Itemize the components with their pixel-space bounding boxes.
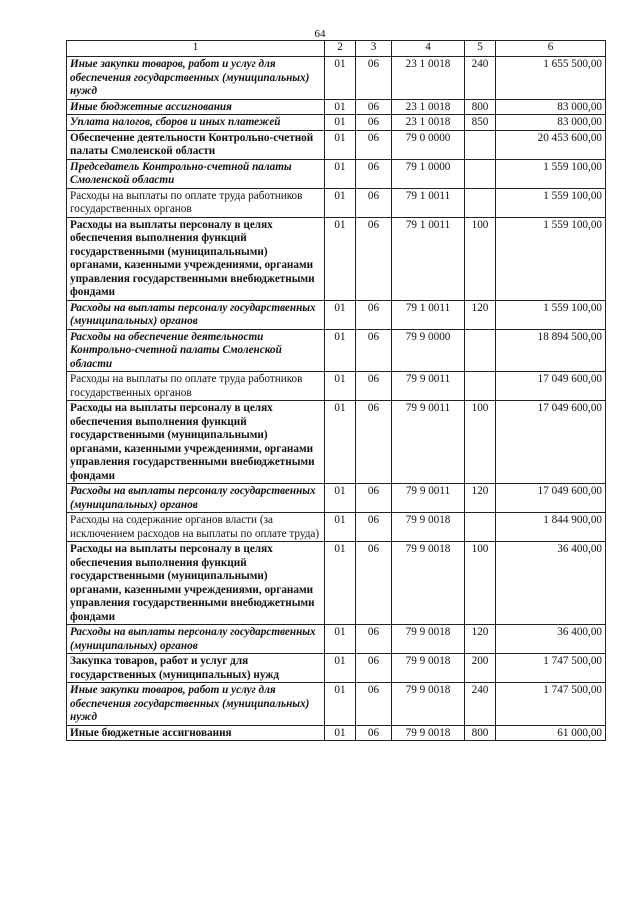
target-article-cell: 79 1 0000 xyxy=(392,159,465,188)
table-row xyxy=(67,401,606,484)
row-name-cell: Председатель Контрольно-счетной палаты Смоленской области xyxy=(67,159,325,188)
section-cell: 01 xyxy=(325,217,356,300)
subsection-cell: 06 xyxy=(356,217,392,300)
table-row xyxy=(67,115,606,131)
target-article-cell: 79 9 0018 xyxy=(392,725,465,741)
section-cell: 01 xyxy=(325,159,356,188)
section-cell: 01 xyxy=(325,654,356,683)
expense-type-cell: 100 xyxy=(465,217,496,300)
section-cell: 01 xyxy=(325,401,356,484)
row-name-cell: Расходы на выплаты персоналу государственных (муниципальных) органов xyxy=(67,300,325,329)
header-col-2: 2 xyxy=(325,41,356,57)
expense-type-cell: 120 xyxy=(465,484,496,513)
subsection-cell: 06 xyxy=(356,513,392,542)
section-cell: 01 xyxy=(325,683,356,726)
target-article-cell: 79 9 0018 xyxy=(392,683,465,726)
subsection-cell: 06 xyxy=(356,484,392,513)
subsection-cell: 06 xyxy=(356,654,392,683)
row-name-cell: Расходы на выплаты персоналу в целях обеспечения выполнения функций государственными (муниципальными) органами, казенными учреждениями, органами управления государственными внебюджетными фондами xyxy=(67,542,325,625)
subsection-cell: 06 xyxy=(356,99,392,115)
subsection-cell: 06 xyxy=(356,542,392,625)
subsection-cell: 06 xyxy=(356,683,392,726)
expense-type-cell: 850 xyxy=(465,115,496,131)
table-row xyxy=(67,300,606,329)
row-name-cell: Расходы на выплаты персоналу государственных (муниципальных) органов xyxy=(67,625,325,654)
expense-type-cell: 100 xyxy=(465,542,496,625)
amount-cell: 1 747 500,00 xyxy=(496,683,606,726)
target-article-cell: 79 9 0018 xyxy=(392,625,465,654)
table-row xyxy=(67,372,606,401)
row-name-cell: Расходы на выплаты по оплате труда работников государственных органов xyxy=(67,188,325,217)
amount-cell: 1 559 100,00 xyxy=(496,300,606,329)
table-row xyxy=(67,625,606,654)
section-cell: 01 xyxy=(325,99,356,115)
amount-cell: 1 559 100,00 xyxy=(496,217,606,300)
amount-cell: 1 655 500,00 xyxy=(496,57,606,100)
amount-cell: 20 453 600,00 xyxy=(496,130,606,159)
target-article-cell: 79 9 0011 xyxy=(392,484,465,513)
section-cell: 01 xyxy=(325,115,356,131)
subsection-cell: 06 xyxy=(356,115,392,131)
row-name-cell: Иные бюджетные ассигнования xyxy=(67,99,325,115)
table-row xyxy=(67,99,606,115)
header-col-5: 5 xyxy=(465,41,496,57)
subsection-cell: 06 xyxy=(356,329,392,372)
target-article-cell: 79 0 0000 xyxy=(392,130,465,159)
table-row xyxy=(67,217,606,300)
subsection-cell: 06 xyxy=(356,159,392,188)
header-col-3: 3 xyxy=(356,41,392,57)
target-article-cell: 79 9 0018 xyxy=(392,542,465,625)
expense-type-cell xyxy=(465,188,496,217)
expense-type-cell: 240 xyxy=(465,57,496,100)
target-article-cell: 79 9 0018 xyxy=(392,654,465,683)
section-cell: 01 xyxy=(325,57,356,100)
section-cell: 01 xyxy=(325,513,356,542)
header-col-4: 4 xyxy=(392,41,465,57)
target-article-cell: 23 1 0018 xyxy=(392,99,465,115)
row-name-cell: Закупка товаров, работ и услуг для государственных (муниципальных) нужд xyxy=(67,654,325,683)
amount-cell: 18 894 500,00 xyxy=(496,329,606,372)
table-row xyxy=(67,484,606,513)
subsection-cell: 06 xyxy=(356,372,392,401)
target-article-cell: 79 1 0011 xyxy=(392,217,465,300)
expense-type-cell: 100 xyxy=(465,401,496,484)
header-col-1: 1 xyxy=(67,41,325,57)
row-name-cell: Иные закупки товаров, работ и услуг для обеспечения государственных (муниципальных) нужд xyxy=(67,57,325,100)
amount-cell: 83 000,00 xyxy=(496,99,606,115)
expense-type-cell: 240 xyxy=(465,683,496,726)
row-name-cell: Уплата налогов, сборов и иных платежей xyxy=(67,115,325,131)
table-row xyxy=(67,654,606,683)
row-name-cell: Расходы на выплаты персоналу в целях обеспечения выполнения функций государственными (муниципальными) органами, казенными учреждениями, органами управления государственными внебюджетными фондами xyxy=(67,217,325,300)
subsection-cell: 06 xyxy=(356,725,392,741)
subsection-cell: 06 xyxy=(356,130,392,159)
budget-table xyxy=(66,40,606,741)
row-name-cell: Расходы на содержание органов власти (за исключением расходов на выплаты по оплате труда) xyxy=(67,513,325,542)
amount-cell: 83 000,00 xyxy=(496,115,606,131)
row-name-cell: Расходы на выплаты персоналу государственных (муниципальных) органов xyxy=(67,484,325,513)
expense-type-cell xyxy=(465,372,496,401)
section-cell: 01 xyxy=(325,484,356,513)
row-name-cell: Иные бюджетные ассигнования xyxy=(67,725,325,741)
amount-cell: 1 559 100,00 xyxy=(496,159,606,188)
expense-type-cell: 200 xyxy=(465,654,496,683)
row-name-cell: Расходы на выплаты персоналу в целях обеспечения выполнения функций государственными (муниципальными) органами, казенными учреждениями, органами управления государственными внебюджетными фондами xyxy=(67,401,325,484)
row-name-cell: Иные закупки товаров, работ и услуг для обеспечения государственных (муниципальных) нужд xyxy=(67,683,325,726)
section-cell: 01 xyxy=(325,130,356,159)
target-article-cell: 79 9 0011 xyxy=(392,401,465,484)
expense-type-cell xyxy=(465,513,496,542)
table-row xyxy=(67,57,606,100)
expense-type-cell xyxy=(465,130,496,159)
expense-type-cell xyxy=(465,329,496,372)
amount-cell: 36 400,00 xyxy=(496,542,606,625)
expense-type-cell: 120 xyxy=(465,625,496,654)
section-cell: 01 xyxy=(325,188,356,217)
table-row xyxy=(67,683,606,726)
target-article-cell: 79 9 0011 xyxy=(392,372,465,401)
amount-cell: 17 049 600,00 xyxy=(496,372,606,401)
section-cell: 01 xyxy=(325,542,356,625)
expense-type-cell: 800 xyxy=(465,99,496,115)
section-cell: 01 xyxy=(325,372,356,401)
subsection-cell: 06 xyxy=(356,625,392,654)
section-cell: 01 xyxy=(325,329,356,372)
expense-type-cell: 120 xyxy=(465,300,496,329)
target-article-cell: 79 9 0000 xyxy=(392,329,465,372)
target-article-cell: 79 1 0011 xyxy=(392,188,465,217)
target-article-cell: 79 9 0018 xyxy=(392,513,465,542)
section-cell: 01 xyxy=(325,725,356,741)
amount-cell: 17 049 600,00 xyxy=(496,401,606,484)
page-number: 64 xyxy=(314,28,326,40)
header-col-6: 6 xyxy=(496,41,606,57)
expense-type-cell xyxy=(465,159,496,188)
table-row xyxy=(67,329,606,372)
subsection-cell: 06 xyxy=(356,57,392,100)
row-name-cell: Обеспечение деятельности Контрольно-счетной палаты Смоленской области xyxy=(67,130,325,159)
target-article-cell: 79 1 0011 xyxy=(392,300,465,329)
table-row xyxy=(67,542,606,625)
row-name-cell: Расходы на обеспечение деятельности Контрольно-счетной палаты Смоленской области xyxy=(67,329,325,372)
amount-cell: 17 049 600,00 xyxy=(496,484,606,513)
target-article-cell: 23 1 0018 xyxy=(392,115,465,131)
amount-cell: 61 000,00 xyxy=(496,725,606,741)
amount-cell: 1 844 900,00 xyxy=(496,513,606,542)
subsection-cell: 06 xyxy=(356,300,392,329)
table-row xyxy=(67,188,606,217)
subsection-cell: 06 xyxy=(356,401,392,484)
amount-cell: 1 559 100,00 xyxy=(496,188,606,217)
subsection-cell: 06 xyxy=(356,188,392,217)
amount-cell: 1 747 500,00 xyxy=(496,654,606,683)
expense-type-cell: 800 xyxy=(465,725,496,741)
section-cell: 01 xyxy=(325,300,356,329)
section-cell: 01 xyxy=(325,625,356,654)
table-row xyxy=(67,130,606,159)
table-header-row xyxy=(67,41,606,57)
table-row xyxy=(67,159,606,188)
table-body xyxy=(67,57,606,741)
table-row xyxy=(67,513,606,542)
target-article-cell: 23 1 0018 xyxy=(392,57,465,100)
table-row xyxy=(67,725,606,741)
amount-cell: 36 400,00 xyxy=(496,625,606,654)
row-name-cell: Расходы на выплаты по оплате труда работников государственных органов xyxy=(67,372,325,401)
